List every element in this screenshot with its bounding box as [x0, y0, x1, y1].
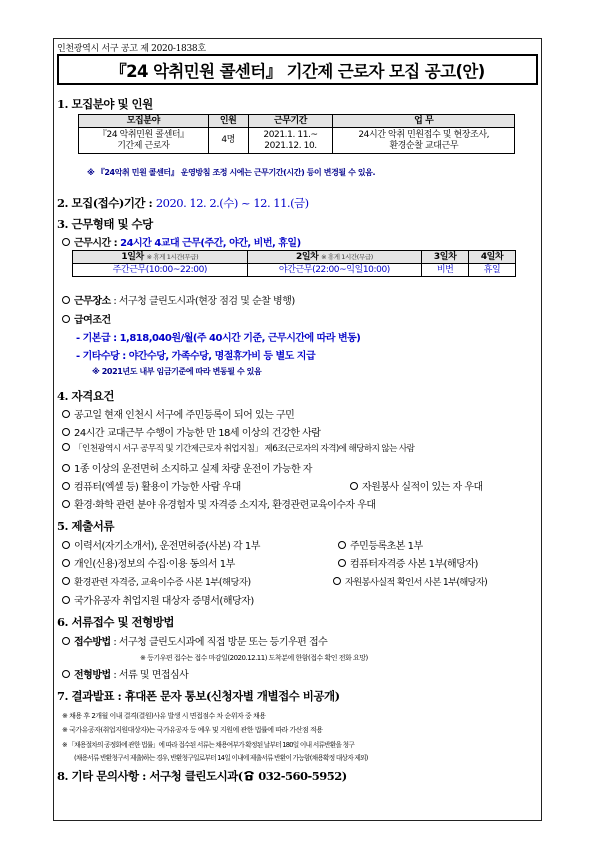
section-8-heading: 8. 기타 문의사항 : 서구청 클린도시과( [57, 769, 243, 783]
col-header-duty: 업 무 [333, 115, 515, 128]
document-item: 자원봉사실적 확인서 사본 1부(해당자) [333, 574, 487, 588]
shift-day2-header: 2일차 ※ 휴게 1시간(무급) [247, 251, 422, 264]
circle-bullet-icon [62, 238, 70, 246]
circle-bullet-icon [333, 577, 341, 585]
shift-day1-value: 주간근무(10:00~22:00) [73, 264, 248, 277]
shift-day4-header: 4일차 [469, 251, 516, 264]
circle-bullet-icon [62, 500, 70, 508]
cell-duty: 24시간 악취 민원접수 및 현장조사, 환경순찰 교대근무 [333, 128, 515, 154]
preference-item: 환경·화학 관련 분야 유경험자 및 자격증 소지자, 환경관련교육이수자 우대 [62, 496, 376, 511]
circle-bullet-icon [62, 482, 70, 490]
receipt-method: 접수방법 : 서구청 클린도시과에 직접 방문 또는 등기우편 접수 [62, 633, 327, 648]
pay-note: ※ 2021년도 내부 임금기준에 따라 변동될 수 있음 [92, 367, 262, 376]
result-note: ※ 국가유공자(취업지원대상자)는 국가유공자 등 예우 및 지원에 관한 법률에 따라 가산점 적용 [62, 726, 323, 734]
section-2-line [57, 192, 309, 211]
document-item: 국가유공자 취업지원 대상자 증명서(해당자) [62, 592, 254, 607]
document-item: 주민등록초본 1부 [338, 537, 423, 552]
section-2-heading: 2. 모집(접수)기간 : [57, 196, 156, 210]
circle-bullet-icon [62, 670, 70, 678]
qualification-item: 「인천광역시 서구 공무직 및 기간제근로자 취업지침」 제6조(근로자의 자격)에 해당하지 않는 사람 [62, 442, 414, 454]
circle-bullet-icon [62, 315, 70, 323]
receipt-note: ※ 등기우편 접수는 접수 마감일(2020.12.11) 도착분에 한함(접수 확인 전화 요망) [140, 654, 368, 662]
shift-day3-header: 3일차 [422, 251, 469, 264]
shift-day4-value: 휴일 [469, 264, 516, 277]
circle-bullet-icon [62, 410, 70, 418]
document-item: 이력서(자기소개서), 운전면허증(사본) 각 1부 [62, 537, 260, 552]
cell-count: 4명 [208, 128, 248, 154]
section-3-heading: 3. 근무형태 및 수당 [57, 217, 153, 231]
circle-bullet-icon [338, 559, 346, 567]
shift-table [72, 250, 516, 277]
circle-bullet-icon [62, 296, 70, 304]
recruit-period: 2020. 12. 2.(수) ~ 12. 11.(금) [155, 196, 309, 210]
base-pay: - 기본급 : 1,818,040원/월(주 40시간 기준, 근무시간에 따라 변동) [76, 333, 361, 344]
cell-field: 『24 악취민원 콜센터』 기간제 근로자 [79, 128, 209, 154]
section-4-heading: 4. 자격요건 [57, 389, 114, 403]
table-row [79, 128, 515, 154]
work-place-line: 근무장소 : 서구청 클린도시과(현장 점검 및 순찰 병행) [62, 292, 295, 307]
circle-bullet-icon [338, 541, 346, 549]
circle-bullet-icon [62, 559, 70, 567]
recruit-table [78, 114, 515, 154]
phone-icon [243, 770, 255, 784]
col-header-period: 근무기간 [248, 115, 333, 128]
page-title: 『24 악취민원 콜센터』 기간제 근로자 모집 공고(안) [110, 61, 485, 81]
col-header-field: 모집분야 [79, 115, 209, 128]
section-8-line [57, 768, 347, 784]
work-time-line: 근무시간 : 24시간 4교대 근무(주간, 야간, 비번, 휴일) [62, 234, 301, 249]
circle-bullet-icon [62, 443, 70, 451]
cell-period: 2021.1. 11.~ 2021.12. 10. [248, 128, 333, 154]
shift-day2-value: 야간근무(22:00~익일10:00) [247, 264, 422, 277]
qualification-item: 1종 이상의 운전면허 소지하고 실제 차량 운전이 가능한 자 [62, 460, 312, 475]
preference-item: 자원봉사 실적이 있는 자 우대 [350, 478, 483, 493]
section-1-heading: 1. 모집분야 및 인원 [57, 97, 153, 111]
circle-bullet-icon [62, 464, 70, 472]
circle-bullet-icon [350, 482, 358, 490]
phone-number: 032-560-5952) [254, 769, 347, 783]
result-note: (채용서류 반환청구서 제출)하는 경우, 반환청구일로부터 14일 이내에 제출서류 반환이 가능함(채용확정 대상자 제외) [74, 754, 368, 762]
section-5-heading: 5. 제출서류 [57, 519, 114, 533]
circle-bullet-icon [62, 637, 70, 645]
section-6-heading: 6. 서류접수 및 전형방법 [57, 615, 174, 629]
qualification-item: 공고일 현재 인천시 서구에 주민등록이 되어 있는 구민 [62, 406, 294, 421]
notice-number: 인천광역시 서구 공고 제 2020-1838호 [57, 44, 206, 54]
circle-bullet-icon [62, 541, 70, 549]
col-header-count: 인원 [208, 115, 248, 128]
circle-bullet-icon [62, 596, 70, 604]
result-note: ※ 채용 후 2개월 이내 결격(결원)사유 발생 시 면접점수 차 순위자 중 채용 [62, 712, 266, 720]
shift-day3-value: 비번 [422, 264, 469, 277]
document-item: 컴퓨터자격증 사본 1부(해당자) [338, 555, 478, 570]
title-box [57, 54, 538, 85]
other-pay: - 기타수당 : 야간수당, 가족수당, 명절휴가비 등 별도 지급 [76, 351, 316, 362]
preference-item: 컴퓨터(엑셀 등) 활용이 가능한 사람 우대 [62, 478, 241, 493]
document-item: 환경관련 자격증, 교육이수증 사본 1부(해당자) [62, 574, 251, 588]
selection-method: 전형방법 : 서류 및 면접심사 [62, 666, 188, 681]
result-note: ※ 「채용절차의 공정화에 관한 법률」에 따라 접수된 서류는 채용여부가 확정된 날부터 180일 이내 서류반환을 청구 [62, 741, 355, 749]
circle-bullet-icon [62, 577, 70, 585]
circle-bullet-icon [62, 428, 70, 436]
section-7-heading: 7. 결과발표 : 휴대폰 문자 통보(신청자별 개별접수 비공개) [57, 689, 340, 703]
shift-day1-header: 1일차 ※ 휴게 1시간(무급) [73, 251, 248, 264]
document-item: 개인(신용)정보의 수집·이용 동의서 1부 [62, 555, 235, 570]
qualification-item: 24시간 교대근무 수행이 가능한 만 18세 이상의 건강한 사람 [62, 424, 320, 439]
section-1-note: ※ 『24악취 민원 콜센터』 운영방침 조정 시에는 근무기간(시간) 등이 변경될 수 있음. [87, 168, 376, 177]
pay-label: 급여조건 [62, 311, 111, 326]
